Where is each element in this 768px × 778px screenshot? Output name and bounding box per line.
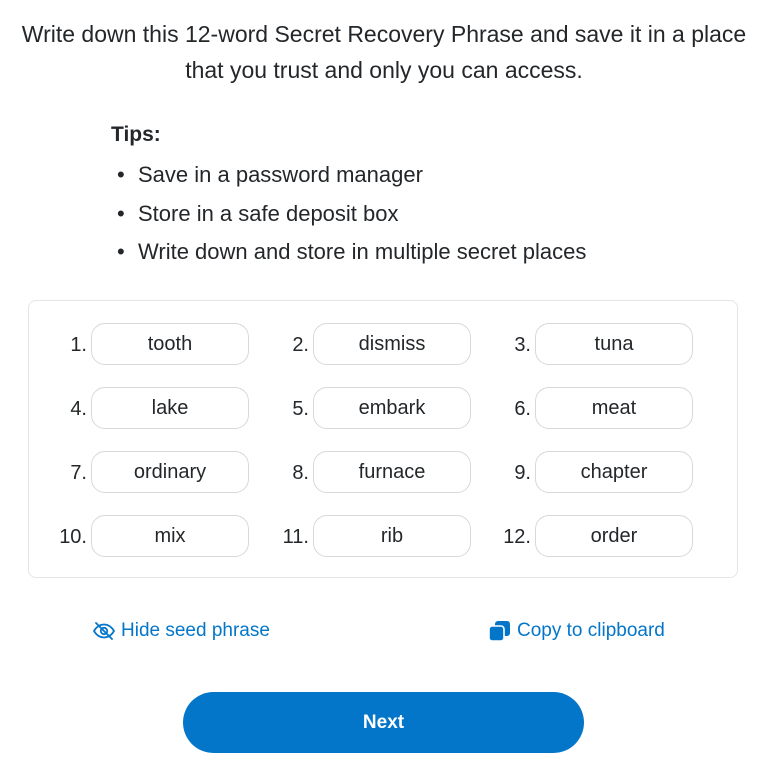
seed-word-number: 5.	[292, 398, 309, 420]
seed-word-number: 4.	[70, 398, 87, 420]
next-button[interactable]: Next	[183, 692, 584, 753]
seed-word-number: 1.	[70, 334, 87, 356]
intro-text: Write down this 12-word Secret Recovery Phrase and save it in a place that you trust and only you can access.	[21, 21, 747, 83]
copy-icon	[488, 620, 512, 642]
copy-to-clipboard-button[interactable]	[488, 617, 665, 645]
bullet-icon: •	[117, 239, 125, 264]
seed-word-chip: furnace	[313, 451, 471, 493]
seed-word-number: 7.	[70, 462, 87, 484]
tip-item	[111, 233, 711, 272]
seed-word-chip: meat	[535, 387, 693, 429]
seed-word-number: 3.	[514, 334, 531, 356]
tip-text: Write down and store in multiple secret places	[138, 239, 587, 264]
seed-word-number: 10.	[59, 526, 87, 548]
tip-item	[111, 195, 711, 234]
bullet-icon: •	[117, 200, 125, 226]
seed-word-number: 6.	[514, 398, 531, 420]
tips-section	[111, 120, 711, 272]
hide-seed-phrase-button[interactable]	[92, 617, 270, 645]
tip-text: Store in a safe deposit box	[138, 200, 399, 226]
tips-list	[111, 156, 711, 272]
tip-item	[111, 156, 711, 195]
tip-text: Save in a password manager	[138, 162, 423, 187]
bullet-icon: •	[117, 162, 125, 187]
hide-seed-phrase-label: Hide seed phrase	[121, 620, 270, 641]
eye-slash-icon	[92, 621, 116, 641]
seed-word-chip: dismiss	[313, 323, 471, 365]
seed-phrase-grid	[28, 300, 738, 578]
seed-word-number: 2.	[292, 334, 309, 356]
seed-word-chip: tuna	[535, 323, 693, 365]
seed-word-chip: chapter	[535, 451, 693, 493]
seed-word-number: 11.	[282, 526, 309, 548]
seed-word-number: 9.	[514, 462, 531, 484]
seed-word-chip: embark	[313, 387, 471, 429]
copy-to-clipboard-label: Copy to clipboard	[517, 620, 665, 641]
seed-word-chip: rib	[313, 515, 471, 557]
seed-word-number: 8.	[292, 462, 309, 484]
seed-word-chip: mix	[91, 515, 249, 557]
tips-title: Tips:	[111, 123, 161, 146]
seed-word-number: 12.	[503, 526, 531, 548]
seed-word-chip: ordinary	[91, 451, 249, 493]
seed-word-chip: tooth	[91, 323, 249, 365]
seed-word-chip: order	[535, 515, 693, 557]
seed-word-chip: lake	[91, 387, 249, 429]
